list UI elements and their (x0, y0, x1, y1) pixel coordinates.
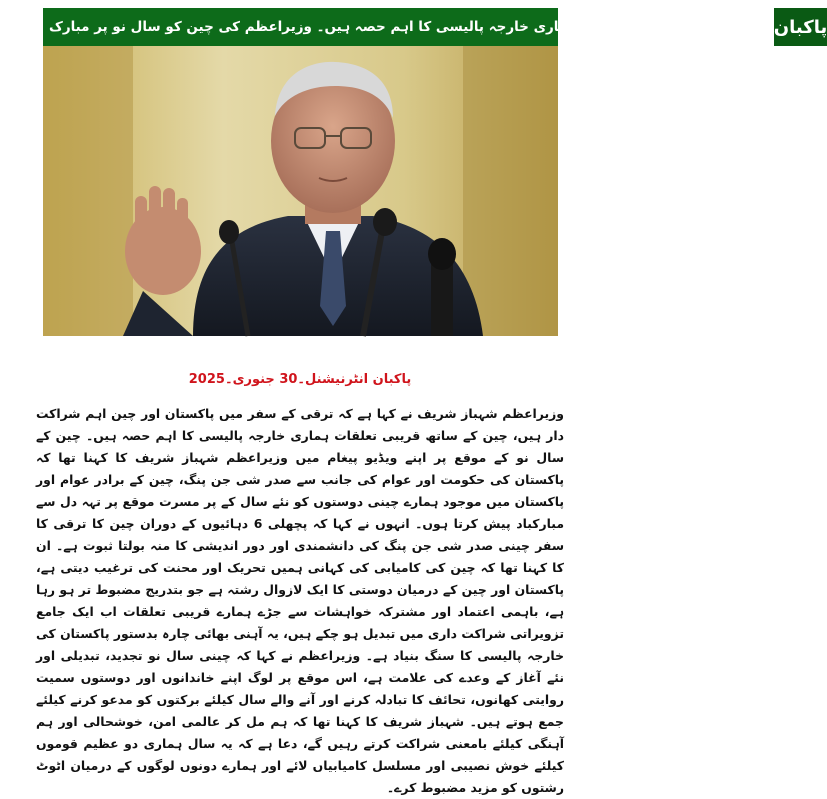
article-paragraph: وزیراعظم شہباز شریف نے کہا ہے کہ ترقی کے سفر میں پاکستان اور چین اہم شراکت دار ہیں، چین کے ساتھ قریبی تعلقات ہماری خارجہ پالیسی کا اہم حصہ ہیں۔ چین کے سال نو کے موقع پر اپنے ویڈیو پیغام میں وزیراعظم شہباز شریف کا کہنا تھا کہ پاکستان کی حکومت اور عوام کی جانب سے صدر شی جن پنگ، چین کے برادر عوام اور پاکستان میں موجود ہمارے چینی دوستوں کو نئے سال کے پر مسرت موقع پر تہہ دل سے مبارکباد پیش کرتا ہوں۔ انہوں نے کہا کہ پچھلی 6 دہائیوں کے دوران چین کا ترقی کا سفر چینی صدر شی جن پنگ کی دانشمندی اور دور اندیشی کا منہ بولتا ثبوت ہے۔ ان کا کہنا تھا کہ چین کی کامیابی کی کہانی ہمیں تحریک اور محنت کی ترغیب دیتی ہے، پاکستان اور چین کے درمیان دوستی کا ایک لازوال رشتہ ہے جو بتدریج مضبوط تر ہو رہا ہے، باہمی اعتماد اور مشترکہ خواہشات سے جڑے ہمارے قریبی تعلقات اب ایک جامع تزویراتی شراکت داری میں تبدیل ہو چکے ہیں، یہ آہنی بھائی چارہ بدستور پاکستان کی خارجہ پالیسی کا سنگ بنیاد ہے۔ وزیراعظم نے کہا کہ چینی سال نو تجدید، تبدیلی اور نئے آغاز کے وعدے کی علامت ہے، اس موقع پر لوگ اپنے خاندانوں اور دوستوں سمیت روایتی کھانوں، تحائف کا تبادلہ کرنے اور آنے والے سال کیلئے برکتوں کو مدعو کرنے کیلئے جمع ہوتے ہیں۔ شہباز شریف کا کہنا تھا کہ ہم مل کر عالمی امن، خوشحالی اور ہم آہنگی کیلئے بامعنی شراکت کرتے رہیں گے، دعا ہے کہ یہ سال ہماری دو عظیم قوموں کیلئے خوش نصیبی اور مسلسل کامیابیاں لائے اور ہمارے دونوں لوگوں کے درمیان اٹوٹ رشتوں کو مزید مضبوط کرے۔ (36, 406, 564, 795)
dateline: پاکبان انٹرنیشنل۔30 جنوری۔2025 (188, 372, 412, 387)
photo-illustration (43, 46, 558, 336)
article-body (36, 403, 564, 799)
news-header-bar (43, 8, 827, 46)
headline: چین کے ساتھ قریبی تعلقات ہماری خارجہ پالیسی کا اہم حصہ ہیں۔ وزیراعظم کی چین کو سال نو پر مبارک (49, 19, 766, 35)
brand-logo: پاکبان (772, 8, 827, 46)
news-photo (43, 46, 558, 336)
